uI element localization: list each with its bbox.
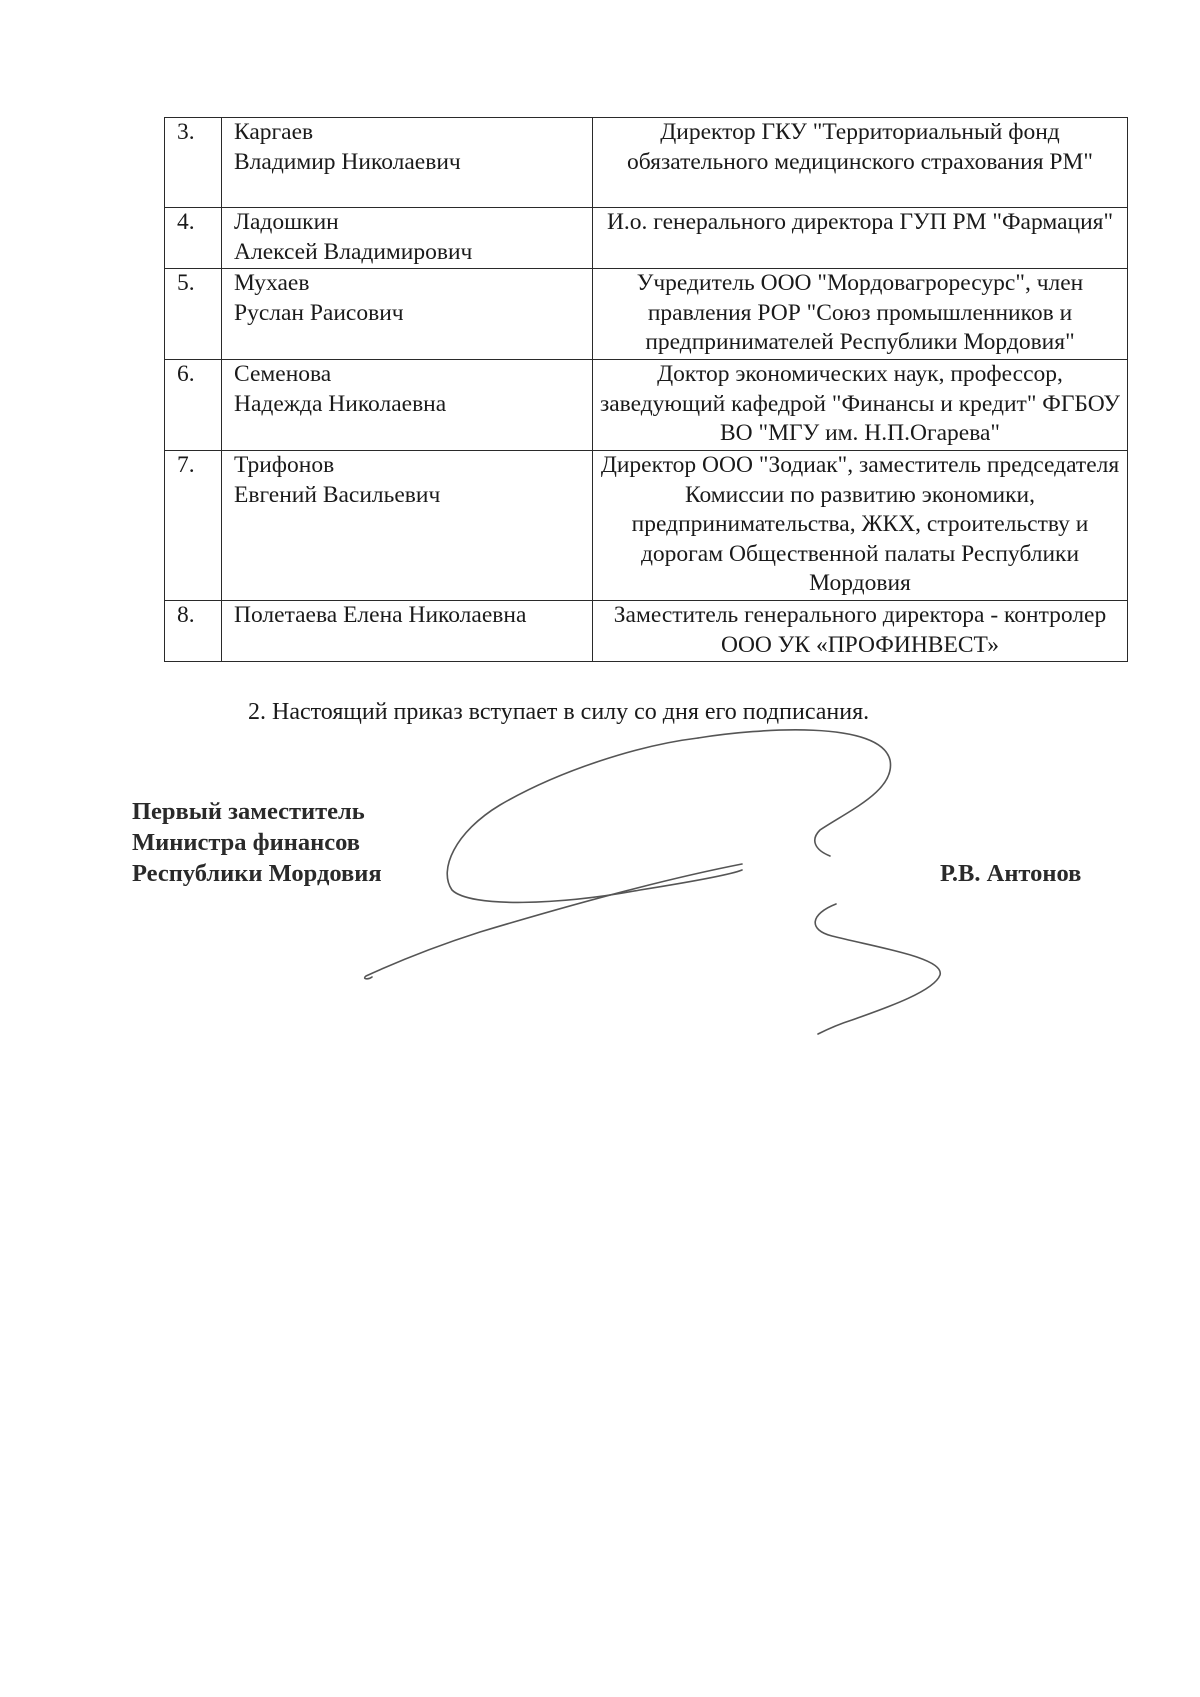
member-name — [222, 118, 593, 208]
table-row — [165, 269, 1128, 360]
members-table — [164, 117, 1128, 662]
member-full-name: Полетаева Елена Николаевна — [234, 602, 527, 628]
member-position — [593, 451, 1128, 601]
member-given-names: Надежда Николаевна — [234, 390, 447, 417]
member-given-names: Владимир Николаевич — [234, 148, 461, 175]
order-clause: 2. Настоящий приказ вступает в силу со дня его подписания. — [248, 699, 870, 725]
row-number: 7. — [165, 451, 222, 601]
member-surname: Семенова — [234, 361, 332, 387]
member-name — [222, 601, 593, 662]
signature-loop — [447, 738, 742, 902]
signature-stroke — [365, 864, 742, 979]
signer-title-line: Первый заместитель — [132, 798, 365, 825]
member-given-names: Руслан Раисович — [234, 299, 404, 326]
member-position — [593, 118, 1128, 208]
table-row — [165, 208, 1128, 269]
member-position — [593, 269, 1128, 360]
table-row — [165, 451, 1128, 601]
signer-title — [132, 796, 382, 889]
member-given-names: Алексей Владимирович — [234, 238, 473, 265]
signer-title-line: Республики Мордовия — [132, 860, 382, 887]
member-name — [222, 208, 593, 269]
member-position-text: Доктор экономических наук, профессор, заведующий кафедрой "Финансы и кредит" ФГБОУ ВО "МГУ им. Н.П.Огарева" — [599, 361, 1121, 446]
signature-arc — [698, 730, 891, 856]
member-surname: Трифонов — [234, 452, 335, 478]
member-position — [593, 208, 1128, 269]
member-surname: Каргаев — [234, 119, 314, 145]
signature-tail — [815, 904, 940, 1034]
row-number: 8. — [165, 601, 222, 662]
row-number: 3. — [165, 118, 222, 208]
member-given-names: Евгений Васильевич — [234, 481, 441, 508]
member-name — [222, 269, 593, 360]
member-position-text: И.о. генерального директора ГУП РМ "Фармация" — [606, 209, 1114, 235]
signer-name: Р.В. Антонов — [940, 860, 1082, 887]
table-row — [165, 360, 1128, 451]
member-position — [593, 601, 1128, 662]
member-position-text: Учредитель ООО "Мордовагроресурс", член правления РОР "Союз промышленников и предпринимателей Республики Мордовия" — [636, 270, 1084, 355]
member-position-text: Директор ГКУ "Территориальный фонд обязательного медицинского страхования РМ" — [627, 119, 1093, 175]
row-number: 4. — [165, 208, 222, 269]
table-row — [165, 601, 1128, 662]
member-surname: Мухаев — [234, 270, 310, 296]
row-number: 6. — [165, 360, 222, 451]
member-position — [593, 360, 1128, 451]
member-position-text: Заместитель генерального директора - контролер ООО УК «ПРОФИНВЕСТ» — [613, 602, 1107, 658]
member-name — [222, 360, 593, 451]
member-position-text: Директор ООО "Зодиак", заместитель председателя Комиссии по развитию экономики, предпринимательства, ЖКХ, строительству и дорогам Общественной палаты Республики Мордовия — [600, 452, 1120, 596]
member-surname: Ладошкин — [234, 209, 339, 235]
signer-title-line: Министра финансов — [132, 829, 360, 856]
row-number: 5. — [165, 269, 222, 360]
member-name — [222, 451, 593, 601]
table-row — [165, 118, 1128, 208]
